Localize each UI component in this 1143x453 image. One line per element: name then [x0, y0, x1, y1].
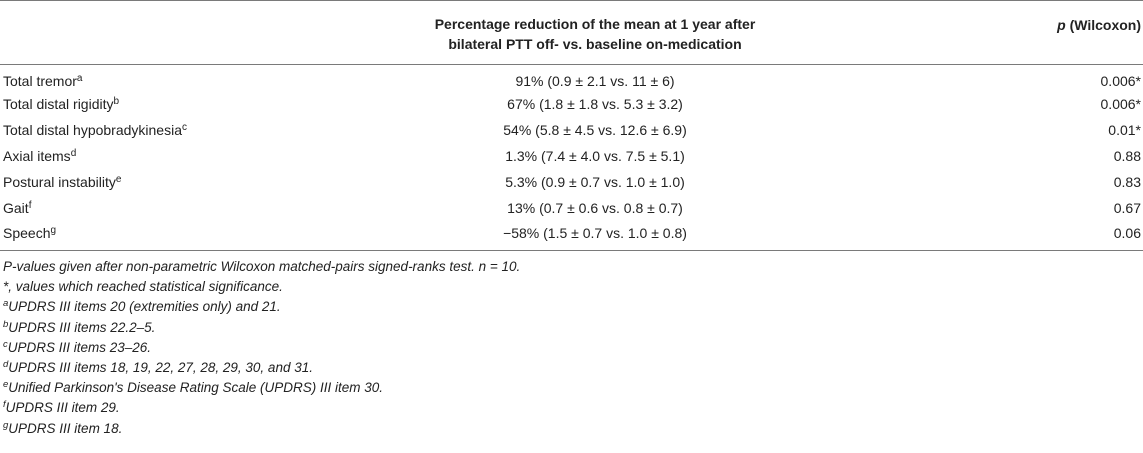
row-percentage-value: 91% (0.9 ± 2.1 vs. 11 ± 6) [515, 73, 675, 90]
row-p-value: 0.01* [1108, 121, 1141, 138]
table-row [0, 117, 1143, 143]
header-p-wilcoxon [860, 1, 1143, 65]
row-label [0, 195, 330, 221]
table-notes [0, 251, 1143, 439]
row-percentage-value: 5.3% (0.9 ± 0.7 vs. 1.0 ± 1.0) [505, 173, 685, 190]
row-label-text: Total tremor [3, 73, 77, 90]
row-p-value: 0.83 [1113, 173, 1141, 190]
footnote-text: UPDRS III item 29. [5, 400, 120, 416]
row-percentage-value: 13% (0.7 ± 0.6 vs. 0.8 ± 0.7) [507, 199, 683, 216]
table-row [0, 169, 1143, 195]
table-row [0, 221, 1143, 251]
note-pvalues: P-values given after non-parametric Wilcoxon matched-pairs signed-ranks test. n = 10. [3, 259, 521, 274]
table-body [0, 65, 1143, 251]
footnote-text: UPDRS III items 20 (extremities only) and 21. [8, 299, 281, 315]
row-footnote-marker: g [50, 225, 57, 237]
header-percentage-reduction [330, 1, 860, 65]
row-label-text: Gait [3, 199, 29, 216]
header-percentage-line-1: Percentage reduction of the mean at 1 year after [434, 15, 756, 32]
footnote [3, 318, 1143, 338]
row-footnote-marker: a [76, 73, 83, 85]
row-label-text: Total distal hypobradykinesia [3, 121, 182, 138]
footnote [3, 419, 1143, 439]
row-p-value: 0.006* [1100, 73, 1141, 90]
row-percentage-value: 1.3% (7.4 ± 4.0 vs. 7.5 ± 5.1) [505, 147, 685, 164]
footnote-marker: a [3, 298, 9, 310]
footnote [3, 398, 1143, 418]
row-label [0, 91, 330, 117]
row-p-value: 0.88 [1113, 147, 1141, 164]
note-significance: *, values which reached statistical significance. [3, 279, 283, 295]
row-p-value: 0.67 [1113, 199, 1141, 216]
row-label-text: Axial items [3, 147, 71, 164]
footnote [3, 378, 1143, 398]
footnote-marker: e [3, 379, 9, 391]
header-p-symbol: p [1057, 17, 1066, 33]
row-label-text: Postural instability [3, 173, 116, 190]
row-footnote-marker: c [182, 121, 187, 133]
row-p-value: 0.06 [860, 221, 1143, 251]
header-percentage-line-2: bilateral PTT off- vs. baseline on-medication [448, 35, 742, 52]
footnote [3, 297, 1143, 317]
footnote-text: UPDRS III item 18. [8, 420, 123, 436]
row-label [0, 143, 330, 169]
table-row [0, 91, 1143, 117]
row-footnote-marker: b [113, 95, 120, 107]
row-label-text: Speech [3, 225, 51, 242]
row-label-text: Total distal rigidity [3, 95, 114, 112]
row-label [0, 221, 330, 251]
row-label [0, 169, 330, 195]
row-footnote-marker: d [70, 147, 77, 159]
row-percentage-value: −58% (1.5 ± 0.7 vs. 1.0 ± 0.8) [330, 221, 860, 251]
row-label [0, 65, 330, 91]
footnote-marker: f [3, 399, 6, 411]
row-footnote-marker: f [28, 199, 32, 211]
footnote-marker: d [3, 359, 9, 371]
footnote [3, 358, 1143, 378]
footnote-text: UPDRS III items 22.2–5. [8, 319, 156, 335]
table-header [0, 1, 1143, 65]
row-p-value: 0.006* [1100, 95, 1141, 112]
table-row [0, 65, 1143, 91]
footnote-text: UPDRS III items 18, 19, 22, 27, 28, 29, 30, and 31. [8, 360, 313, 376]
table-row [0, 143, 1143, 169]
table-row [0, 195, 1143, 221]
footnote-marker: c [3, 338, 8, 350]
footnote-text: Unified Parkinson's Disease Rating Scale (UPDRS) III item 30. [8, 380, 384, 396]
header-empty-cell [0, 1, 330, 65]
footnote-marker: b [3, 318, 9, 330]
row-label [0, 117, 330, 143]
footnote-text: UPDRS III items 23–26. [7, 339, 152, 355]
row-percentage-value: 54% (5.8 ± 4.5 vs. 12.6 ± 6.9) [503, 121, 687, 138]
row-percentage-value: 67% (1.8 ± 1.8 vs. 5.3 ± 3.2) [507, 95, 683, 112]
header-p-label: (Wilcoxon) [1065, 17, 1141, 33]
row-footnote-marker: e [115, 173, 122, 185]
footnote-marker: g [3, 419, 9, 431]
header-row [0, 1, 1143, 65]
footnote [3, 338, 1143, 358]
